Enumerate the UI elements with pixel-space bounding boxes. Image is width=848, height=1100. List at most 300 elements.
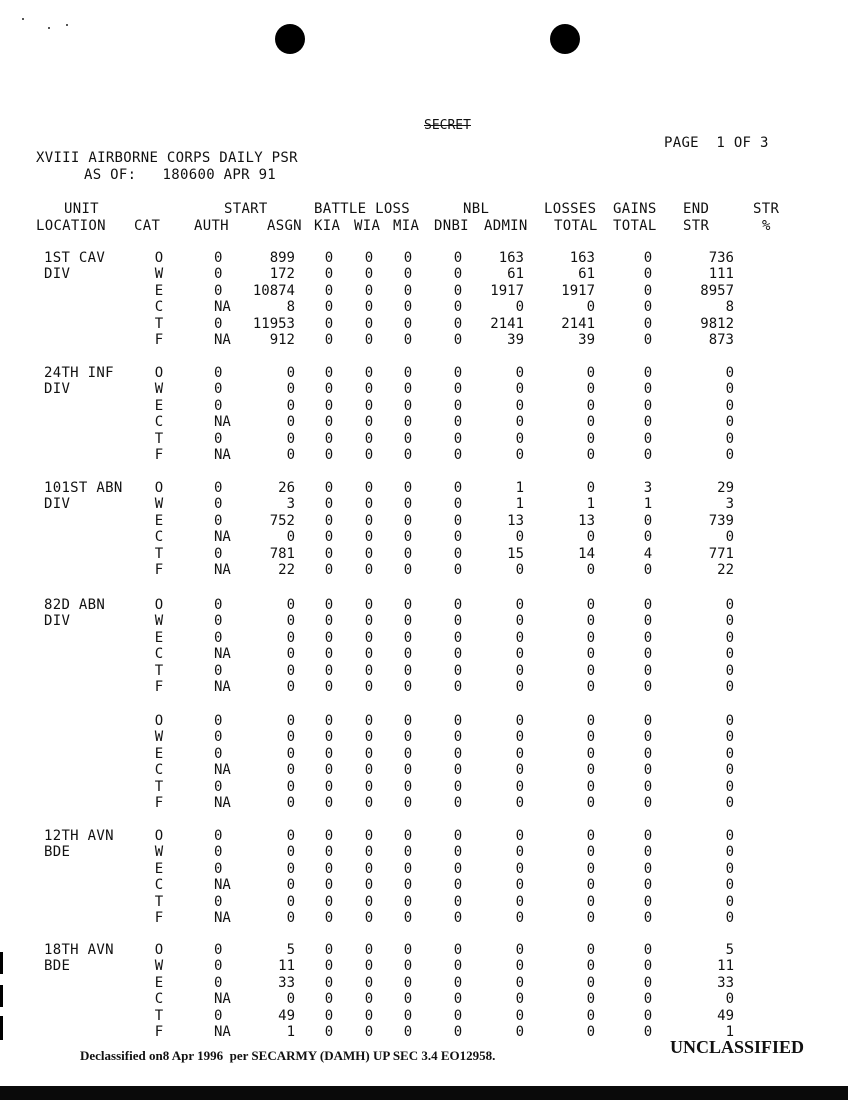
report-title: XVIII AIRBORNE CORPS DAILY PSR	[36, 150, 298, 166]
cell-losses: 0	[586, 646, 595, 663]
cell-asgn: 0	[286, 893, 295, 910]
cell-wia: 0	[364, 315, 374, 332]
cell-admin: 15	[507, 545, 524, 562]
cell-dnbi: 0	[453, 646, 463, 663]
cell-gains: 0	[643, 299, 653, 316]
cell-losses: 0	[586, 299, 595, 316]
cell-losses: 61	[578, 266, 595, 283]
cell-end: 0	[725, 877, 734, 894]
cell-losses: 0	[586, 893, 595, 910]
cell-dnbi: 0	[453, 729, 463, 746]
cell-kia: 0	[324, 877, 334, 894]
cell-cat: T	[154, 1007, 164, 1024]
cell-mia: 0	[403, 332, 413, 348]
cell-admin: 1917	[490, 282, 524, 299]
cell-mia: 0	[403, 397, 413, 414]
cell-gains: 0	[643, 250, 653, 266]
cell-gains: 0	[643, 529, 653, 546]
cell-end: 0	[725, 713, 734, 729]
cell-gains: 4	[643, 545, 653, 562]
cell-auth: NA	[214, 991, 231, 1008]
cell-cat: W	[154, 496, 164, 513]
cell-auth: 0	[214, 713, 223, 729]
cell-losses: 0	[586, 844, 595, 861]
cell-admin: 0	[515, 397, 524, 414]
cell-gains: 0	[643, 447, 653, 463]
cell-end: 3	[725, 496, 734, 513]
cell-cat: E	[154, 745, 164, 762]
cell-auth: 0	[214, 629, 223, 646]
cell-cat: E	[154, 629, 164, 646]
cell-mia: 0	[403, 299, 413, 316]
cell-end: 49	[717, 1007, 734, 1024]
cell-asgn: 912	[269, 332, 295, 348]
cell-auth: NA	[214, 447, 231, 463]
cell-auth: NA	[214, 299, 231, 316]
cell-losses: 0	[586, 729, 595, 746]
cell-dnbi: 0	[453, 942, 463, 958]
cell-gains: 0	[643, 282, 653, 299]
cell-asgn: 752	[269, 512, 295, 529]
cell-losses: 39	[578, 332, 595, 348]
cell-cat: C	[154, 877, 164, 894]
cell-admin: 0	[515, 430, 524, 447]
cell-losses: 0	[586, 414, 595, 431]
cell-dnbi: 0	[453, 958, 463, 975]
cell-cat: O	[154, 828, 164, 844]
header-wia: WIA	[354, 218, 381, 234]
cell-auth: 0	[214, 1007, 223, 1024]
cell-mia: 0	[403, 893, 413, 910]
cell-admin: 0	[515, 381, 524, 398]
cell-dnbi: 0	[453, 679, 463, 695]
cell-mia: 0	[403, 315, 413, 332]
cell-losses: 2141	[561, 315, 595, 332]
cell-cat: T	[154, 430, 164, 447]
cell-cat: T	[154, 778, 164, 795]
cell-dnbi: 0	[453, 991, 463, 1008]
cell-gains: 0	[643, 991, 653, 1008]
cell-kia: 0	[324, 562, 334, 578]
cell-cat: O	[154, 713, 164, 729]
cell-cat: O	[154, 597, 164, 613]
cell-wia: 0	[364, 282, 374, 299]
cell-admin: 13	[507, 512, 524, 529]
binder-hole-right	[550, 24, 580, 54]
cell-gains: 0	[643, 958, 653, 975]
cell-auth: 0	[214, 545, 223, 562]
cell-asgn: 0	[286, 365, 295, 381]
cell-losses: 0	[586, 974, 595, 991]
cell-end: 0	[725, 860, 734, 877]
unit-name: 82D ABN	[44, 597, 106, 613]
scan-edge-mark	[0, 1016, 3, 1040]
cell-asgn: 0	[286, 529, 295, 546]
cell-mia: 0	[403, 729, 413, 746]
cell-admin: 0	[515, 942, 524, 958]
cell-cat: T	[154, 893, 164, 910]
cell-dnbi: 0	[453, 250, 463, 266]
cell-end: 9812	[700, 315, 734, 332]
cell-cat: W	[154, 958, 164, 975]
cell-asgn: 0	[286, 745, 295, 762]
cell-losses: 0	[586, 562, 595, 578]
cell-losses: 14	[578, 545, 595, 562]
cell-auth: 0	[214, 958, 223, 975]
cell-asgn: 22	[278, 562, 295, 578]
cell-end: 111	[708, 266, 734, 283]
cell-admin: 0	[515, 893, 524, 910]
cell-end: 0	[725, 795, 734, 811]
cell-asgn: 33	[278, 974, 295, 991]
cell-wia: 0	[364, 332, 374, 348]
cell-end: 0	[725, 646, 734, 663]
cell-wia: 0	[364, 1024, 374, 1040]
cell-admin: 2141	[490, 315, 524, 332]
cell-end: 736	[708, 250, 734, 266]
cell-auth: 0	[214, 512, 223, 529]
cell-losses: 0	[586, 795, 595, 811]
cell-admin: 1	[515, 496, 524, 513]
cell-dnbi: 0	[453, 332, 463, 348]
cell-mia: 0	[403, 778, 413, 795]
classification-top: SECRET	[424, 118, 471, 133]
cell-dnbi: 0	[453, 315, 463, 332]
cell-mia: 0	[403, 974, 413, 991]
cell-kia: 0	[324, 646, 334, 663]
scan-speck	[48, 27, 50, 29]
cell-losses: 0	[586, 713, 595, 729]
scan-edge-mark	[0, 952, 3, 974]
cell-kia: 0	[324, 844, 334, 861]
cell-dnbi: 0	[453, 529, 463, 546]
cell-auth: 0	[214, 893, 223, 910]
cell-losses: 13	[578, 512, 595, 529]
cell-asgn: 26	[278, 480, 295, 496]
cell-losses: 163	[569, 250, 595, 266]
scan-speck	[66, 24, 68, 26]
cell-cat: W	[154, 381, 164, 398]
cell-gains: 0	[643, 332, 653, 348]
header-losses: LOSSES	[544, 201, 597, 217]
cell-end: 0	[725, 629, 734, 646]
cell-auth: 0	[214, 430, 223, 447]
header-location: LOCATION	[36, 218, 106, 234]
cell-wia: 0	[364, 299, 374, 316]
header-asgn: ASGN	[267, 218, 302, 234]
cell-losses: 0	[586, 397, 595, 414]
cell-asgn: 0	[286, 778, 295, 795]
cell-mia: 0	[403, 942, 413, 958]
cell-cat: F	[154, 795, 164, 811]
cell-gains: 0	[643, 430, 653, 447]
cell-wia: 0	[364, 778, 374, 795]
cell-cat: C	[154, 414, 164, 431]
cell-losses: 0	[586, 1007, 595, 1024]
cell-asgn: 0	[286, 447, 295, 463]
cell-kia: 0	[324, 828, 334, 844]
cell-end: 0	[725, 430, 734, 447]
cell-gains: 1	[643, 496, 653, 513]
cell-auth: 0	[214, 778, 223, 795]
cell-mia: 0	[403, 844, 413, 861]
cell-end: 0	[725, 729, 734, 746]
cell-asgn: 0	[286, 762, 295, 779]
cell-cat: F	[154, 679, 164, 695]
cell-kia: 0	[324, 942, 334, 958]
cell-mia: 0	[403, 1007, 413, 1024]
cell-end: 0	[725, 414, 734, 431]
cell-admin: 0	[515, 795, 524, 811]
cell-admin: 0	[515, 745, 524, 762]
cell-dnbi: 0	[453, 545, 463, 562]
cell-mia: 0	[403, 679, 413, 695]
cell-end: 33	[717, 974, 734, 991]
cell-asgn: 8	[286, 299, 295, 316]
cell-asgn: 49	[278, 1007, 295, 1024]
cell-cat: C	[154, 646, 164, 663]
cell-end: 0	[725, 679, 734, 695]
cell-auth: 0	[214, 597, 223, 613]
cell-mia: 0	[403, 562, 413, 578]
cell-cat: C	[154, 762, 164, 779]
cell-asgn: 899	[269, 250, 295, 266]
unit-name: 1ST CAV	[44, 250, 106, 266]
cell-dnbi: 0	[453, 877, 463, 894]
cell-asgn: 0	[286, 713, 295, 729]
cell-auth: 0	[214, 496, 223, 513]
header-cat: CAT	[134, 218, 161, 234]
cell-kia: 0	[324, 480, 334, 496]
cell-cat: E	[154, 282, 164, 299]
cell-losses: 0	[586, 958, 595, 975]
cell-losses: 0	[586, 828, 595, 844]
cell-auth: 0	[214, 662, 223, 679]
cell-kia: 0	[324, 397, 334, 414]
cell-cat: E	[154, 397, 164, 414]
cell-auth: NA	[214, 646, 231, 663]
cell-kia: 0	[324, 332, 334, 348]
unit-type: DIV	[44, 266, 71, 283]
cell-wia: 0	[364, 529, 374, 546]
cell-auth: NA	[214, 414, 231, 431]
cell-wia: 0	[364, 613, 374, 630]
cell-losses: 0	[586, 762, 595, 779]
cell-mia: 0	[403, 745, 413, 762]
unit-type: BDE	[44, 958, 71, 975]
cell-end: 771	[708, 545, 734, 562]
cell-admin: 0	[515, 991, 524, 1008]
cell-gains: 0	[643, 414, 653, 431]
cell-auth: NA	[214, 679, 231, 695]
page-number: PAGE 1 OF 3	[664, 135, 769, 151]
cell-kia: 0	[324, 910, 334, 926]
cell-wia: 0	[364, 250, 374, 266]
cell-auth: 0	[214, 844, 223, 861]
cell-mia: 0	[403, 646, 413, 663]
cell-gains: 0	[643, 613, 653, 630]
cell-mia: 0	[403, 910, 413, 926]
cell-dnbi: 0	[453, 828, 463, 844]
cell-asgn: 0	[286, 430, 295, 447]
cell-wia: 0	[364, 662, 374, 679]
cell-kia: 0	[324, 381, 334, 398]
cell-kia: 0	[324, 991, 334, 1008]
cell-mia: 0	[403, 529, 413, 546]
cell-kia: 0	[324, 545, 334, 562]
cell-auth: 0	[214, 745, 223, 762]
cell-gains: 3	[643, 480, 653, 496]
cell-mia: 0	[403, 447, 413, 463]
cell-mia: 0	[403, 430, 413, 447]
cell-wia: 0	[364, 381, 374, 398]
cell-wia: 0	[364, 447, 374, 463]
header-str: STR	[753, 201, 780, 217]
cell-admin: 0	[515, 629, 524, 646]
cell-mia: 0	[403, 828, 413, 844]
cell-kia: 0	[324, 512, 334, 529]
cell-dnbi: 0	[453, 893, 463, 910]
cell-cat: E	[154, 974, 164, 991]
cell-asgn: 0	[286, 414, 295, 431]
cell-kia: 0	[324, 893, 334, 910]
cell-auth: 0	[214, 480, 223, 496]
cell-mia: 0	[403, 282, 413, 299]
cell-gains: 0	[643, 315, 653, 332]
header-admin: ADMIN	[484, 218, 528, 234]
header-end-str: STR	[683, 218, 710, 234]
cell-admin: 0	[515, 778, 524, 795]
cell-gains: 0	[643, 381, 653, 398]
cell-auth: NA	[214, 910, 231, 926]
cell-end: 0	[725, 762, 734, 779]
cell-end: 0	[725, 828, 734, 844]
cell-end: 0	[725, 365, 734, 381]
cell-kia: 0	[324, 860, 334, 877]
cell-gains: 0	[643, 828, 653, 844]
cell-end: 873	[708, 332, 734, 348]
cell-losses: 0	[586, 745, 595, 762]
cell-kia: 0	[324, 974, 334, 991]
cell-end: 11	[717, 958, 734, 975]
cell-end: 0	[725, 745, 734, 762]
cell-gains: 0	[643, 266, 653, 283]
cell-dnbi: 0	[453, 430, 463, 447]
unit-type: DIV	[44, 613, 71, 630]
cell-kia: 0	[324, 795, 334, 811]
cell-admin: 0	[515, 762, 524, 779]
cell-wia: 0	[364, 713, 374, 729]
header-auth: AUTH	[194, 218, 229, 234]
cell-admin: 0	[515, 365, 524, 381]
cell-kia: 0	[324, 958, 334, 975]
cell-admin: 0	[515, 844, 524, 861]
cell-mia: 0	[403, 414, 413, 431]
cell-gains: 0	[643, 662, 653, 679]
cell-admin: 0	[515, 877, 524, 894]
header-gains-total: TOTAL	[613, 218, 657, 234]
cell-losses: 0	[586, 942, 595, 958]
unit-type: DIV	[44, 381, 71, 398]
cell-kia: 0	[324, 299, 334, 316]
cell-admin: 0	[515, 414, 524, 431]
cell-wia: 0	[364, 545, 374, 562]
cell-asgn: 0	[286, 662, 295, 679]
cell-asgn: 0	[286, 844, 295, 861]
cell-wia: 0	[364, 877, 374, 894]
cell-dnbi: 0	[453, 266, 463, 283]
cell-kia: 0	[324, 662, 334, 679]
cell-mia: 0	[403, 496, 413, 513]
cell-mia: 0	[403, 877, 413, 894]
cell-mia: 0	[403, 662, 413, 679]
cell-dnbi: 0	[453, 745, 463, 762]
cell-wia: 0	[364, 365, 374, 381]
cell-admin: 0	[515, 662, 524, 679]
cell-dnbi: 0	[453, 778, 463, 795]
unit-name: 24TH INF	[44, 365, 114, 381]
cell-mia: 0	[403, 250, 413, 266]
cell-kia: 0	[324, 1007, 334, 1024]
cell-asgn: 0	[286, 877, 295, 894]
cell-cat: F	[154, 562, 164, 578]
report-as-of: AS OF: 180600 APR 91	[84, 167, 277, 183]
cell-wia: 0	[364, 646, 374, 663]
cell-mia: 0	[403, 958, 413, 975]
unit-type: DIV	[44, 496, 71, 513]
cell-gains: 0	[643, 646, 653, 663]
cell-wia: 0	[364, 1007, 374, 1024]
cell-end: 0	[725, 662, 734, 679]
cell-mia: 0	[403, 713, 413, 729]
cell-admin: 0	[515, 646, 524, 663]
cell-asgn: 0	[286, 795, 295, 811]
cell-dnbi: 0	[453, 512, 463, 529]
unit-type: BDE	[44, 844, 71, 861]
cell-wia: 0	[364, 629, 374, 646]
cell-asgn: 3	[286, 496, 295, 513]
cell-asgn: 11	[278, 958, 295, 975]
unit-name: 18TH AVN	[44, 942, 114, 958]
cell-mia: 0	[403, 480, 413, 496]
cell-gains: 0	[643, 877, 653, 894]
cell-losses: 0	[586, 430, 595, 447]
cell-admin: 0	[515, 1024, 524, 1040]
cell-admin: 0	[515, 713, 524, 729]
cell-auth: 0	[214, 315, 223, 332]
cell-wia: 0	[364, 844, 374, 861]
cell-wia: 0	[364, 958, 374, 975]
cell-mia: 0	[403, 365, 413, 381]
cell-losses: 0	[586, 1024, 595, 1040]
cell-cat: F	[154, 1024, 164, 1040]
cell-wia: 0	[364, 480, 374, 496]
cell-kia: 0	[324, 745, 334, 762]
cell-kia: 0	[324, 762, 334, 779]
scan-bottom-edge	[0, 1086, 848, 1100]
cell-asgn: 0	[286, 381, 295, 398]
cell-dnbi: 0	[453, 562, 463, 578]
cell-asgn: 0	[286, 729, 295, 746]
unit-name: 101ST ABN	[44, 480, 123, 496]
cell-auth: 0	[214, 942, 223, 958]
cell-wia: 0	[364, 512, 374, 529]
cell-kia: 0	[324, 629, 334, 646]
cell-wia: 0	[364, 397, 374, 414]
cell-losses: 0	[586, 447, 595, 463]
cell-kia: 0	[324, 365, 334, 381]
cell-auth: NA	[214, 795, 231, 811]
